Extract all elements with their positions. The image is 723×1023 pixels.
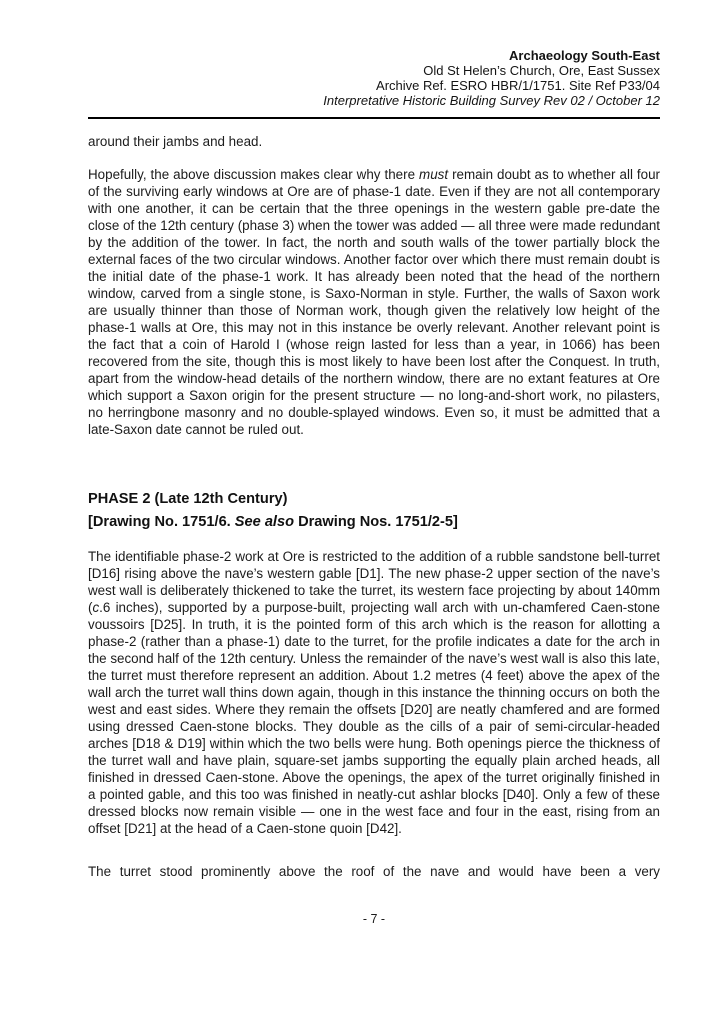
header-divider: [88, 117, 660, 119]
heading-drawing-refs-line: [88, 511, 660, 534]
paragraph-phase1-discussion: [88, 166, 660, 438]
page-header: [88, 48, 660, 108]
paragraph-continuation: around their jambs and head.: [88, 134, 263, 149]
text-run: Hopefully, the above discussion makes clear why there: [88, 167, 420, 182]
text-run: .6 inches), supported by a purpose-built, projecting wall arch with un-chamfered Caen-stone voussoirs [D25]. In truth, it is the pointed form of this arch which is the reason for allotting a phase-2 (rather than a phase-1) date to the turret, for the profile indicates a date for the arch in the second half of the 12th century. Unless the remainder of the nave’s west wall is also this late, the turret must therefore represent an addition. About 1.2 metres (4 feet) above the apex of the wall arch the turret wall thins down again, though in this instance the thinning occurs on both the west and east sides. Where they remain the offsets [D20] are neatly chamfered and are formed using dressed Caen-stone blocks. They double as the cills of a pair of semi-circular-headed arches [D18 & D19] within which the two bells were hung. Both openings pierce the thickness of the turret wall and have plain, square-set jambs supporting the equally plain arched heads, all finished in dressed Caen-stone. Above the openings, the apex of the turret originally finished in a pointed gable, and this too was finished in neatly-cut ashlar blocks [D40]. Only a few of these dressed blocks now remain visible — one in the west face and four in the east, rising from an offset [D21] at the head of a Caen-stone quoin [D42].: [88, 600, 660, 836]
paragraph-turret-continued: The turret stood prominently above the roof of the nave and would have been a very: [88, 864, 660, 879]
italic-run: must: [419, 167, 449, 182]
italic-run: See also: [234, 514, 295, 530]
text-run: [Drawing No. 1751/6.: [88, 514, 235, 530]
page-number: - 7 -: [362, 912, 386, 926]
text-run: remain doubt as to whether all four of the surviving early windows at Ore are of phase-1 date. Even if they are not all contemporary with one another, it can be certain that the three openings in the western gable pre-date the close of the 12th century (phase 3) when the tower was added — all three were made redundant by the addition of the tower. In fact, the north and south walls of the tower partially block the external faces of the two circular windows. Another factor over which there must remain doubt is the initial date of the phase-1 work. It has already been noted that the head of the northern window, carved from a single stone, is Saxo-Norman in style. Further, the walls of Saxon work are usually thinner than those of Norman work, though given the relatively low height of the phase-1 walls at Ore, this may not in this instance be overly relevant. Another relevant point is the fact that a coin of Harold I (whose reign lasted for less than a year, in 1066) has been recovered from the site, though this is most likely to have been lost after the Conquest. In truth, apart from the window-head details of the northern window, there are no extant features at Ore which support a Saxon origin for the present structure — no long-and-short work, no pilasters, no herringbone masonry and no double-splayed windows. Even so, it must be admitted that a late-Saxon date cannot be ruled out.: [88, 167, 661, 437]
header-site-name: Old St Helen’s Church, Ore, East Sussex: [423, 63, 660, 78]
paragraph-phase2-description: [88, 548, 660, 837]
heading-title-line: PHASE 2 (Late 12th Century): [88, 491, 288, 507]
header-archive-ref: Archive Ref. ESRO HBR/1/1751. Site Ref P33/04: [376, 78, 660, 93]
text-run: Drawing Nos. 1751/2-5]: [294, 514, 458, 530]
italic-run: c: [92, 600, 100, 615]
header-survey-title: Interpretative Historic Building Survey Rev 02 / October 12: [323, 93, 660, 108]
header-organization: Archaeology South-East: [509, 48, 660, 63]
text-run: The identifiable phase-2 work at Ore is restricted to the addition of a rubble sandstone bell-turret [D16] rising above the nave’s western gable [D1]. The new phase-2 upper section of the nave’s west wall is deliberately thickened to take the turret, its western face projecting by about 140mm (: [88, 549, 660, 615]
section-heading-phase2: [88, 488, 660, 534]
